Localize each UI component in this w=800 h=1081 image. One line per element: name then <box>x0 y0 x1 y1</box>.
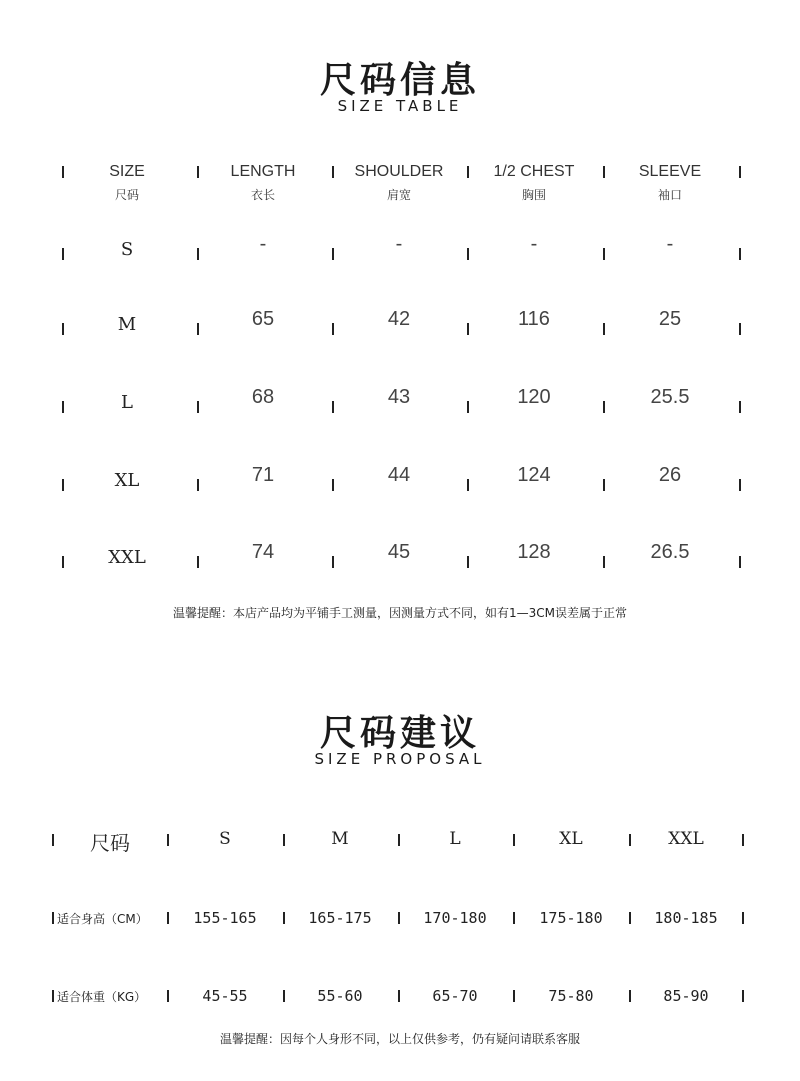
size-table-note: 温馨提醒：本店产品均为平铺手工测量，因测量方式不同，如有1—3CM误差属于正常 <box>172 606 627 620</box>
height-range-cell: 155-165 <box>193 909 257 927</box>
column-separator <box>739 556 741 568</box>
size-table-subtitle: SIZE TABLE <box>337 97 463 115</box>
proposal-size-cell: L <box>449 829 461 849</box>
header-1-2-chest: 1/2 CHEST <box>493 163 575 180</box>
weight-range-cell: 55-60 <box>317 987 363 1005</box>
proposal-size-cell: M <box>331 829 349 849</box>
header-sleeve: SLEEVE <box>638 163 702 180</box>
column-separator <box>742 834 744 846</box>
column-separator <box>739 166 741 178</box>
measurement-cell: 116 <box>518 308 550 330</box>
size-cell: XL <box>114 470 140 491</box>
weight-range-cell: 45-55 <box>202 987 248 1005</box>
column-separator <box>742 912 744 924</box>
measurement-cell: 25 <box>658 308 682 330</box>
proposal-row-label: 适合身高（CM） <box>57 912 148 926</box>
measurement-cell: 26.5 <box>650 541 690 563</box>
measurement-cell: - <box>395 233 403 255</box>
height-range-cell: 170-180 <box>423 909 487 927</box>
header-shoulder: SHOULDER <box>354 163 444 180</box>
height-range-cell: 180-185 <box>654 909 718 927</box>
column-separator <box>167 834 169 846</box>
size-cell: M <box>117 314 137 335</box>
column-separator <box>513 990 515 1002</box>
column-separator <box>739 248 741 260</box>
header-length: LENGTH <box>230 163 296 180</box>
header-size: SIZE <box>109 163 145 180</box>
measurement-cell: 43 <box>387 386 411 408</box>
header-cn-label: 衣长 <box>250 188 275 202</box>
measurement-cell: 45 <box>387 541 411 563</box>
column-separator <box>513 834 515 846</box>
column-separator <box>513 912 515 924</box>
proposal-header-label: 尺码 <box>90 831 130 855</box>
column-separator <box>52 990 54 1002</box>
size-table-title: 尺码信息 <box>319 60 480 101</box>
measurement-cell: - <box>666 233 674 255</box>
column-separator <box>52 912 54 924</box>
measurement-cell: - <box>530 233 538 255</box>
measurement-cell: 71 <box>251 464 275 486</box>
column-separator <box>739 401 741 413</box>
column-separator <box>167 990 169 1002</box>
header-cn-label: 尺码 <box>114 188 139 202</box>
measurement-cell: 44 <box>387 464 411 486</box>
measurement-cell: 26 <box>658 464 682 486</box>
proposal-size-cell: S <box>219 829 231 849</box>
header-cn-label: 胸围 <box>521 188 546 202</box>
height-range-cell: 175-180 <box>539 909 603 927</box>
measurement-cell: 128 <box>517 541 551 563</box>
size-proposal-note: 温馨提醒：因每个人身形不同，以上仅供参考，仍有疑问请联系客服 <box>219 1032 580 1046</box>
measurement-cell: 74 <box>251 541 275 563</box>
proposal-row-label: 适合体重（KG） <box>57 990 147 1004</box>
measurement-cell: 25.5 <box>650 386 690 408</box>
measurement-cell: 124 <box>517 464 551 486</box>
column-separator <box>739 323 741 335</box>
measurement-cell: 42 <box>387 308 411 330</box>
weight-range-cell: 65-70 <box>432 987 478 1005</box>
measurement-cell: 68 <box>251 386 275 408</box>
size-cell: L <box>121 392 133 413</box>
header-cn-label: 肩宽 <box>386 188 411 202</box>
weight-range-cell: 85-90 <box>663 987 709 1005</box>
measurement-cell: 120 <box>517 386 551 408</box>
column-separator <box>167 912 169 924</box>
measurement-cell: - <box>259 233 267 255</box>
size-cell: S <box>120 239 134 260</box>
height-range-cell: 165-175 <box>308 909 372 927</box>
column-separator <box>52 834 54 846</box>
weight-range-cell: 75-80 <box>548 987 594 1005</box>
proposal-size-cell: XXL <box>668 829 704 849</box>
measurement-cell: 65 <box>251 308 275 330</box>
size-cell: XXL <box>108 547 146 568</box>
proposal-size-cell: XL <box>559 829 583 849</box>
header-cn-label: 袖口 <box>657 188 682 202</box>
size-proposal-subtitle: SIZE PROPOSAL <box>314 750 486 768</box>
column-separator <box>739 479 741 491</box>
column-separator <box>742 990 744 1002</box>
size-proposal-title: 尺码建议 <box>319 713 480 754</box>
